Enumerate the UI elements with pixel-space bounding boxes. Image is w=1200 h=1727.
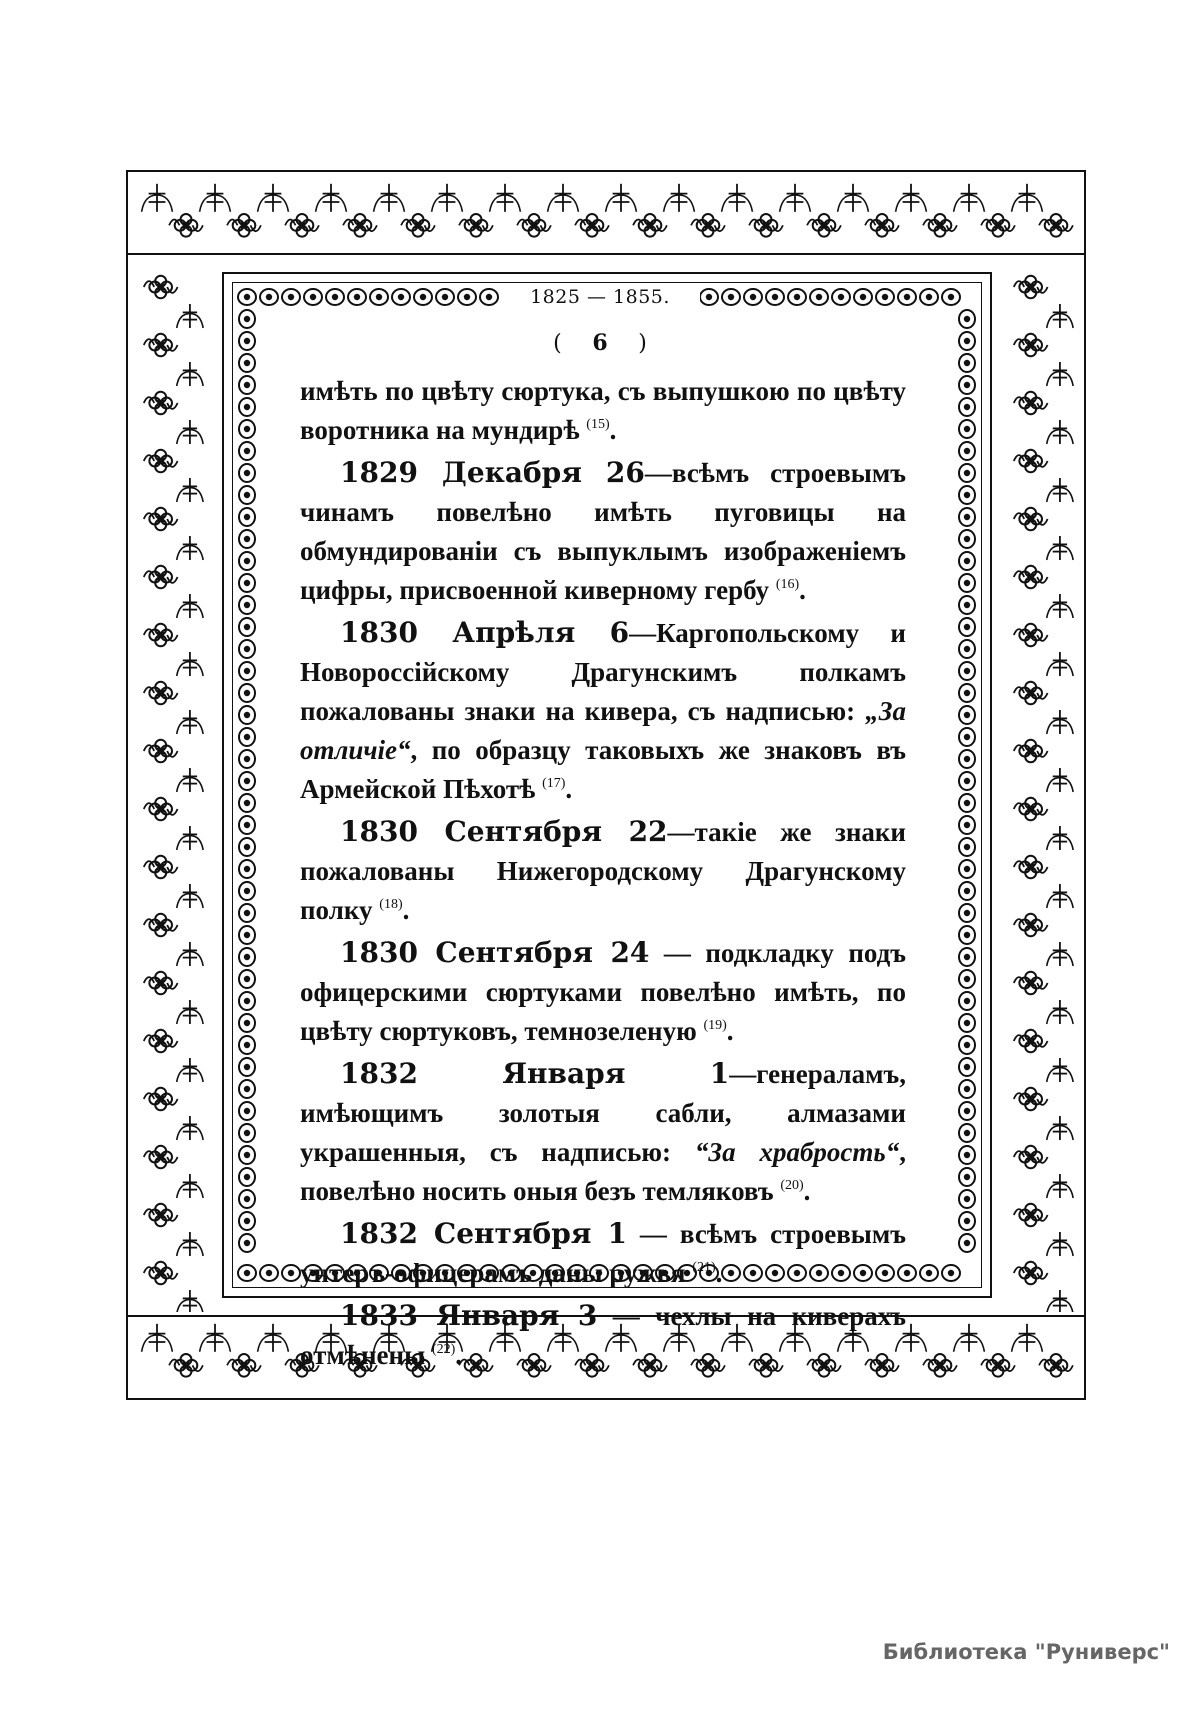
page-number-open-paren: ( xyxy=(553,331,562,356)
paragraph-text: — подкладку подъ офицерскими сюртуками повелѣно имѣть, по цвѣту сюртуковъ, темнозеленую xyxy=(300,938,906,1046)
ornament-band-left xyxy=(128,258,214,1312)
ornament-band-right xyxy=(998,258,1084,1312)
paragraph-text: . xyxy=(455,1340,463,1370)
footnote-ref: (21) xyxy=(692,1260,716,1275)
paragraph xyxy=(300,613,906,809)
ornament-band-top xyxy=(128,172,1084,258)
footnote-ref: (22) xyxy=(431,1342,456,1357)
footnote-ref: (15) xyxy=(586,417,610,432)
paragraph xyxy=(300,1054,906,1211)
paragraph-text: —такіе же знаки пожалованы Нижегородскому Драгунскому полку xyxy=(300,817,906,925)
paragraph-text: — всѣмъ строевымъ унтеръ-офицерамъ даны ружья xyxy=(300,1219,906,1288)
paragraph-text: . xyxy=(726,1016,734,1046)
ornament-pattern xyxy=(998,258,1084,1312)
footnote-ref: (17) xyxy=(542,776,566,791)
entry-date: 1832 Сентября 1 xyxy=(340,1217,627,1250)
footnote-ref: (18) xyxy=(379,897,403,912)
library-watermark: Библиотека "Руниверс" xyxy=(882,1640,1170,1664)
paragraph-text: . xyxy=(402,895,410,925)
entry-date: 1833 Января 3 xyxy=(340,1299,598,1332)
footnote-ref: (19) xyxy=(703,1018,727,1033)
entry-date: 1830 Сентября 24 xyxy=(340,936,650,969)
page-number-close-paren: ) xyxy=(638,331,647,356)
paragraph xyxy=(300,1214,906,1293)
entry-date: 1829 Декабря 26 xyxy=(340,456,645,489)
bead-chain-pattern xyxy=(956,308,978,1262)
quoted-inscription: “За храбрость“ xyxy=(694,1137,900,1167)
paragraph-text: имѣть по цвѣту сюртука, съ выпушкою по цвѣту воротника на мундирѣ xyxy=(300,376,906,445)
paragraph xyxy=(300,372,906,450)
paragraph-text: —генераламъ, имѣющимъ золотыя сабли, алмазами украшенныя, съ надписью: xyxy=(300,1059,906,1167)
running-header-years: 1825 — 1855. xyxy=(500,286,700,308)
paragraph xyxy=(300,1296,906,1375)
entry-date: 1832 Января 1 xyxy=(340,1057,730,1090)
quoted-inscription: „За отличіе“ xyxy=(300,696,906,765)
paragraph xyxy=(300,453,906,610)
paragraph-text: , повелѣно носить оныя безъ темляковъ xyxy=(300,1137,907,1206)
bead-chain-left xyxy=(236,308,258,1262)
entry-date: 1830 Апрѣля 6 xyxy=(340,616,630,649)
bead-chain-right xyxy=(956,308,978,1262)
paragraph-text: —Каргопольскому и Новороссійскому Драгунскимъ полкамъ пожалованы знаки на кивера, съ надписью: xyxy=(300,618,906,726)
paragraph-text: . xyxy=(715,1258,723,1288)
paragraph-text: . xyxy=(799,575,806,605)
page-body-text xyxy=(300,372,906,1375)
paragraph-text: . xyxy=(609,415,617,445)
ornament-pattern xyxy=(128,172,1084,258)
page-number xyxy=(0,330,1200,356)
paragraph xyxy=(300,933,906,1051)
entry-date: 1830 Сентября 22 xyxy=(340,815,668,848)
paragraph-text: — чехлы на киверахъ отмѣнены xyxy=(300,1301,906,1370)
paragraph-text: . xyxy=(565,774,573,804)
footnote-ref: (20) xyxy=(780,1178,804,1193)
paragraph-text: —всѣмъ строевымъ чинамъ повелѣно имѣть пуговицы на обмундированіи съ выпуклымъ изображеніемъ цифры, присвоенной киверному гербу xyxy=(300,458,907,605)
bead-chain-pattern xyxy=(236,308,258,1262)
paragraph-text: . xyxy=(803,1176,811,1206)
paragraph-text: , по образцу таковыхъ же знаковъ въ Армейской Пѣхотѣ xyxy=(300,735,906,804)
footnote-ref: (16) xyxy=(775,577,800,592)
ornament-pattern xyxy=(128,258,214,1312)
page-number-value: 6 xyxy=(592,330,608,356)
paragraph xyxy=(300,812,906,930)
